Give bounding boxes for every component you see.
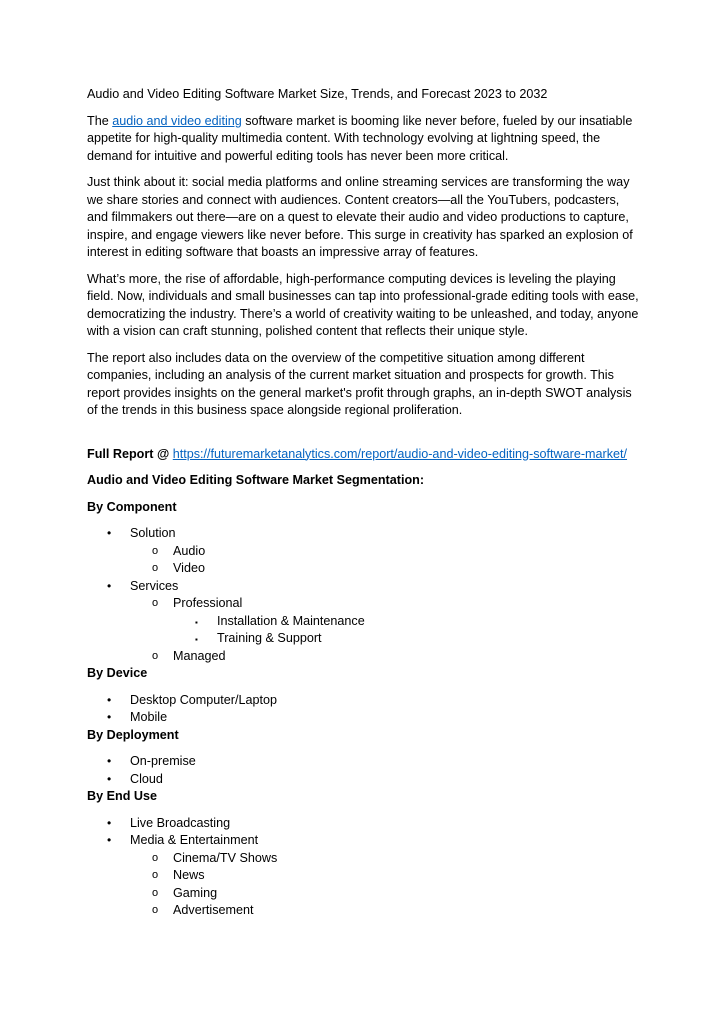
list-item-label: Cinema/TV Shows	[173, 850, 278, 865]
device-list	[87, 692, 639, 727]
circle-bullet-icon: o	[152, 886, 159, 899]
list-item	[87, 648, 639, 666]
list-item	[87, 692, 639, 710]
list-item	[87, 595, 639, 613]
list-item	[87, 525, 639, 543]
list-item-label: Advertisement	[173, 903, 254, 917]
audio-video-editing-link[interactable]: audio and video editing	[112, 113, 242, 128]
bullet-icon: •	[107, 526, 112, 540]
list-item	[87, 867, 639, 885]
list-item-label: Mobile	[130, 710, 168, 724]
list-item-label: Solution	[130, 526, 176, 540]
end-use-list	[87, 815, 639, 920]
list-item-label: Media & Entertainment	[130, 833, 259, 847]
bullet-icon: •	[107, 815, 112, 830]
list-item	[87, 630, 639, 648]
deployment-list	[87, 753, 639, 788]
paragraph-content-creators: Just think about it: social media platforms and online streaming services are transforming the way we share stories and connect with audiences. Content creators—all the YouTubers, podcasters, and filmmakers out there—are on a quest to elevate their audio and video productions to capture, inspire, and engage viewers like never before. This surge in creativity has sparked an explosion of interest in editing software that boasts an impressive array of features.	[87, 175, 633, 259]
list-item	[87, 832, 639, 850]
list-item-label: Professional	[173, 596, 243, 610]
list-item-label: Installation & Maintenance	[217, 613, 365, 628]
square-bullet-icon: ▪	[195, 617, 198, 627]
list-item-label: Gaming	[173, 885, 218, 900]
circle-bullet-icon: o	[152, 851, 159, 864]
list-item-label: Desktop Computer/Laptop	[130, 692, 278, 707]
intro-after-link: software market is booming like never before, fueled by our insatiable appetite for high-quality multimedia content. With technology evolving at lightning speed, the demand for intuitive and powerful editing tools has never been more critical.	[87, 113, 633, 163]
list-item	[87, 850, 639, 868]
circle-bullet-icon: o	[152, 649, 159, 662]
list-item	[87, 815, 639, 833]
segmentation-heading: Audio and Video Editing Software Market Segmentation:	[87, 473, 425, 487]
list-item	[87, 543, 639, 561]
list-item-label: Cloud	[130, 771, 163, 786]
square-bullet-icon: ▪	[195, 635, 198, 644]
list-item-label: News	[173, 868, 205, 882]
list-item-label: Managed	[173, 648, 226, 663]
paragraph-computing-devices: What’s more, the rise of affordable, high-performance computing devices is leveling the playing field. Now, individuals and small businesses can tap into professional-grade editing tools with ease, democratizing the industry. There’s a world of creativity waiting to be unleashed, and today, anyone with a vision can craft stunning, polished content that reflects their unique style.	[87, 271, 639, 338]
bullet-icon: •	[107, 692, 112, 707]
list-item-label: Audio	[173, 543, 206, 558]
document-page	[87, 86, 639, 920]
circle-bullet-icon: o	[152, 597, 159, 609]
section-heading-device: By Device	[87, 666, 148, 680]
intro-paragraph	[87, 113, 639, 166]
section-heading-deployment: By Deployment	[87, 727, 179, 742]
full-report-link[interactable]: https://futuremarketanalytics.com/report/audio-and-video-editing-software-market/	[172, 446, 628, 461]
bullet-icon: •	[107, 754, 112, 768]
bullet-icon: •	[107, 578, 112, 593]
intro-before-link: The	[87, 113, 113, 128]
paragraph-report-overview: The report also includes data on the overview of the competitive situation among different companies, including an analysis of the current market situation and prospects for growth. This report provides insights on the general market's profit through graphs, an in-depth SWOT analysis of the trends in this business space alongside regional proliferation.	[87, 350, 632, 417]
section-heading-end-use: By End Use	[87, 789, 157, 803]
document-title: Audio and Video Editing Software Market Size, Trends, and Forecast 2023 to 2032	[87, 87, 548, 101]
list-item	[87, 885, 639, 903]
bullet-icon: •	[107, 833, 112, 847]
list-item-label: Live Broadcasting	[130, 815, 231, 830]
list-item-label: Training & Support	[217, 631, 322, 645]
list-item-label: On-premise	[130, 754, 196, 768]
circle-bullet-icon: o	[152, 544, 159, 557]
bullet-icon: •	[107, 710, 112, 724]
component-list	[87, 525, 639, 665]
circle-bullet-icon: o	[152, 904, 159, 916]
section-heading-component: By Component	[87, 499, 177, 514]
list-item	[87, 578, 639, 596]
list-item-label: Services	[130, 578, 179, 593]
list-item	[87, 771, 639, 789]
list-item	[87, 560, 639, 578]
bullet-icon: •	[107, 771, 112, 786]
circle-bullet-icon: o	[152, 869, 159, 881]
list-item-label: Video	[173, 561, 205, 575]
list-item	[87, 709, 639, 727]
list-item	[87, 753, 639, 771]
circle-bullet-icon: o	[152, 562, 159, 574]
full-report-line	[87, 446, 639, 464]
spacer	[87, 429, 639, 446]
full-report-label: Full Report @	[87, 446, 173, 461]
list-item	[87, 902, 639, 920]
list-item	[87, 613, 639, 631]
